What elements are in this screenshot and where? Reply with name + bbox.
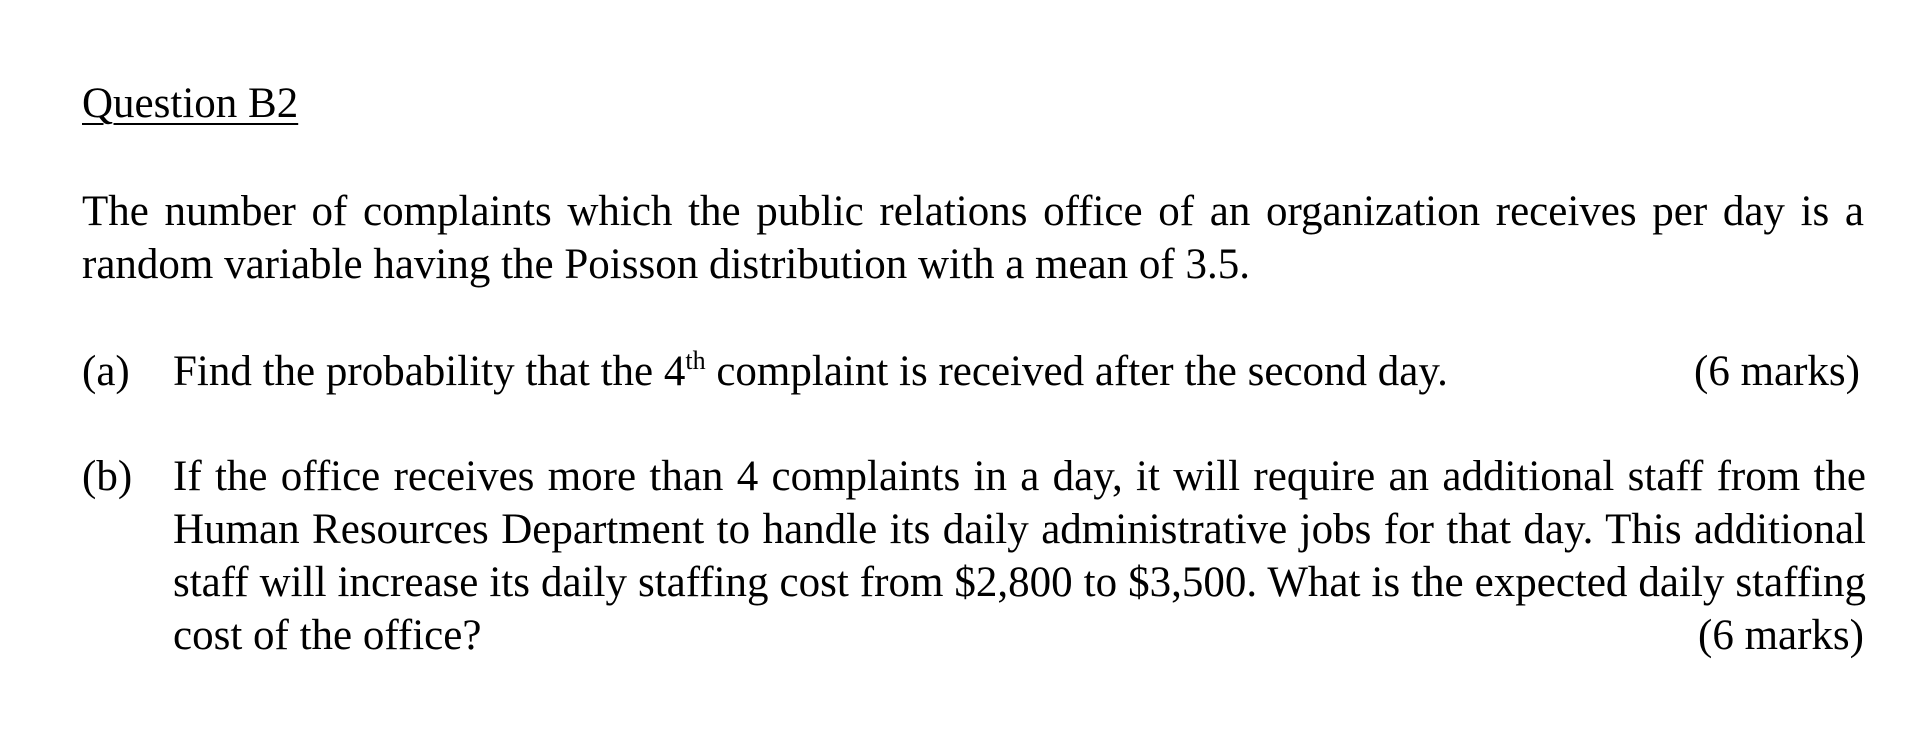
part-a-marks: (6 marks) <box>1694 348 1860 395</box>
part-a-superscript: th <box>685 346 706 375</box>
part-b-text: If the office receives more than 4 complaints in a day, it will require an additional staff from the Human Resources Department to handle its daily administrative jobs for that day. This additional staff will increase its daily staffing cost from $2,800 to $3,500. What is the expected daily staffing cost of the office? <box>173 453 1866 659</box>
part-b-label: (b) <box>82 453 133 500</box>
part-a-text-after: complaint is received after the second day. <box>705 348 1448 395</box>
part-a-label: (a) <box>82 348 130 395</box>
part-a-text <box>173 345 1866 398</box>
question-heading: Question B2 <box>82 80 299 127</box>
part-b-marks: (6 marks) <box>1698 612 1864 659</box>
question-intro: The number of complaints which the public relations office of an organization receives per day is a random variable having the Poisson distribution with a mean of 3.5. <box>82 188 1864 288</box>
part-a-text-before: Find the probability that the 4 <box>173 348 686 395</box>
